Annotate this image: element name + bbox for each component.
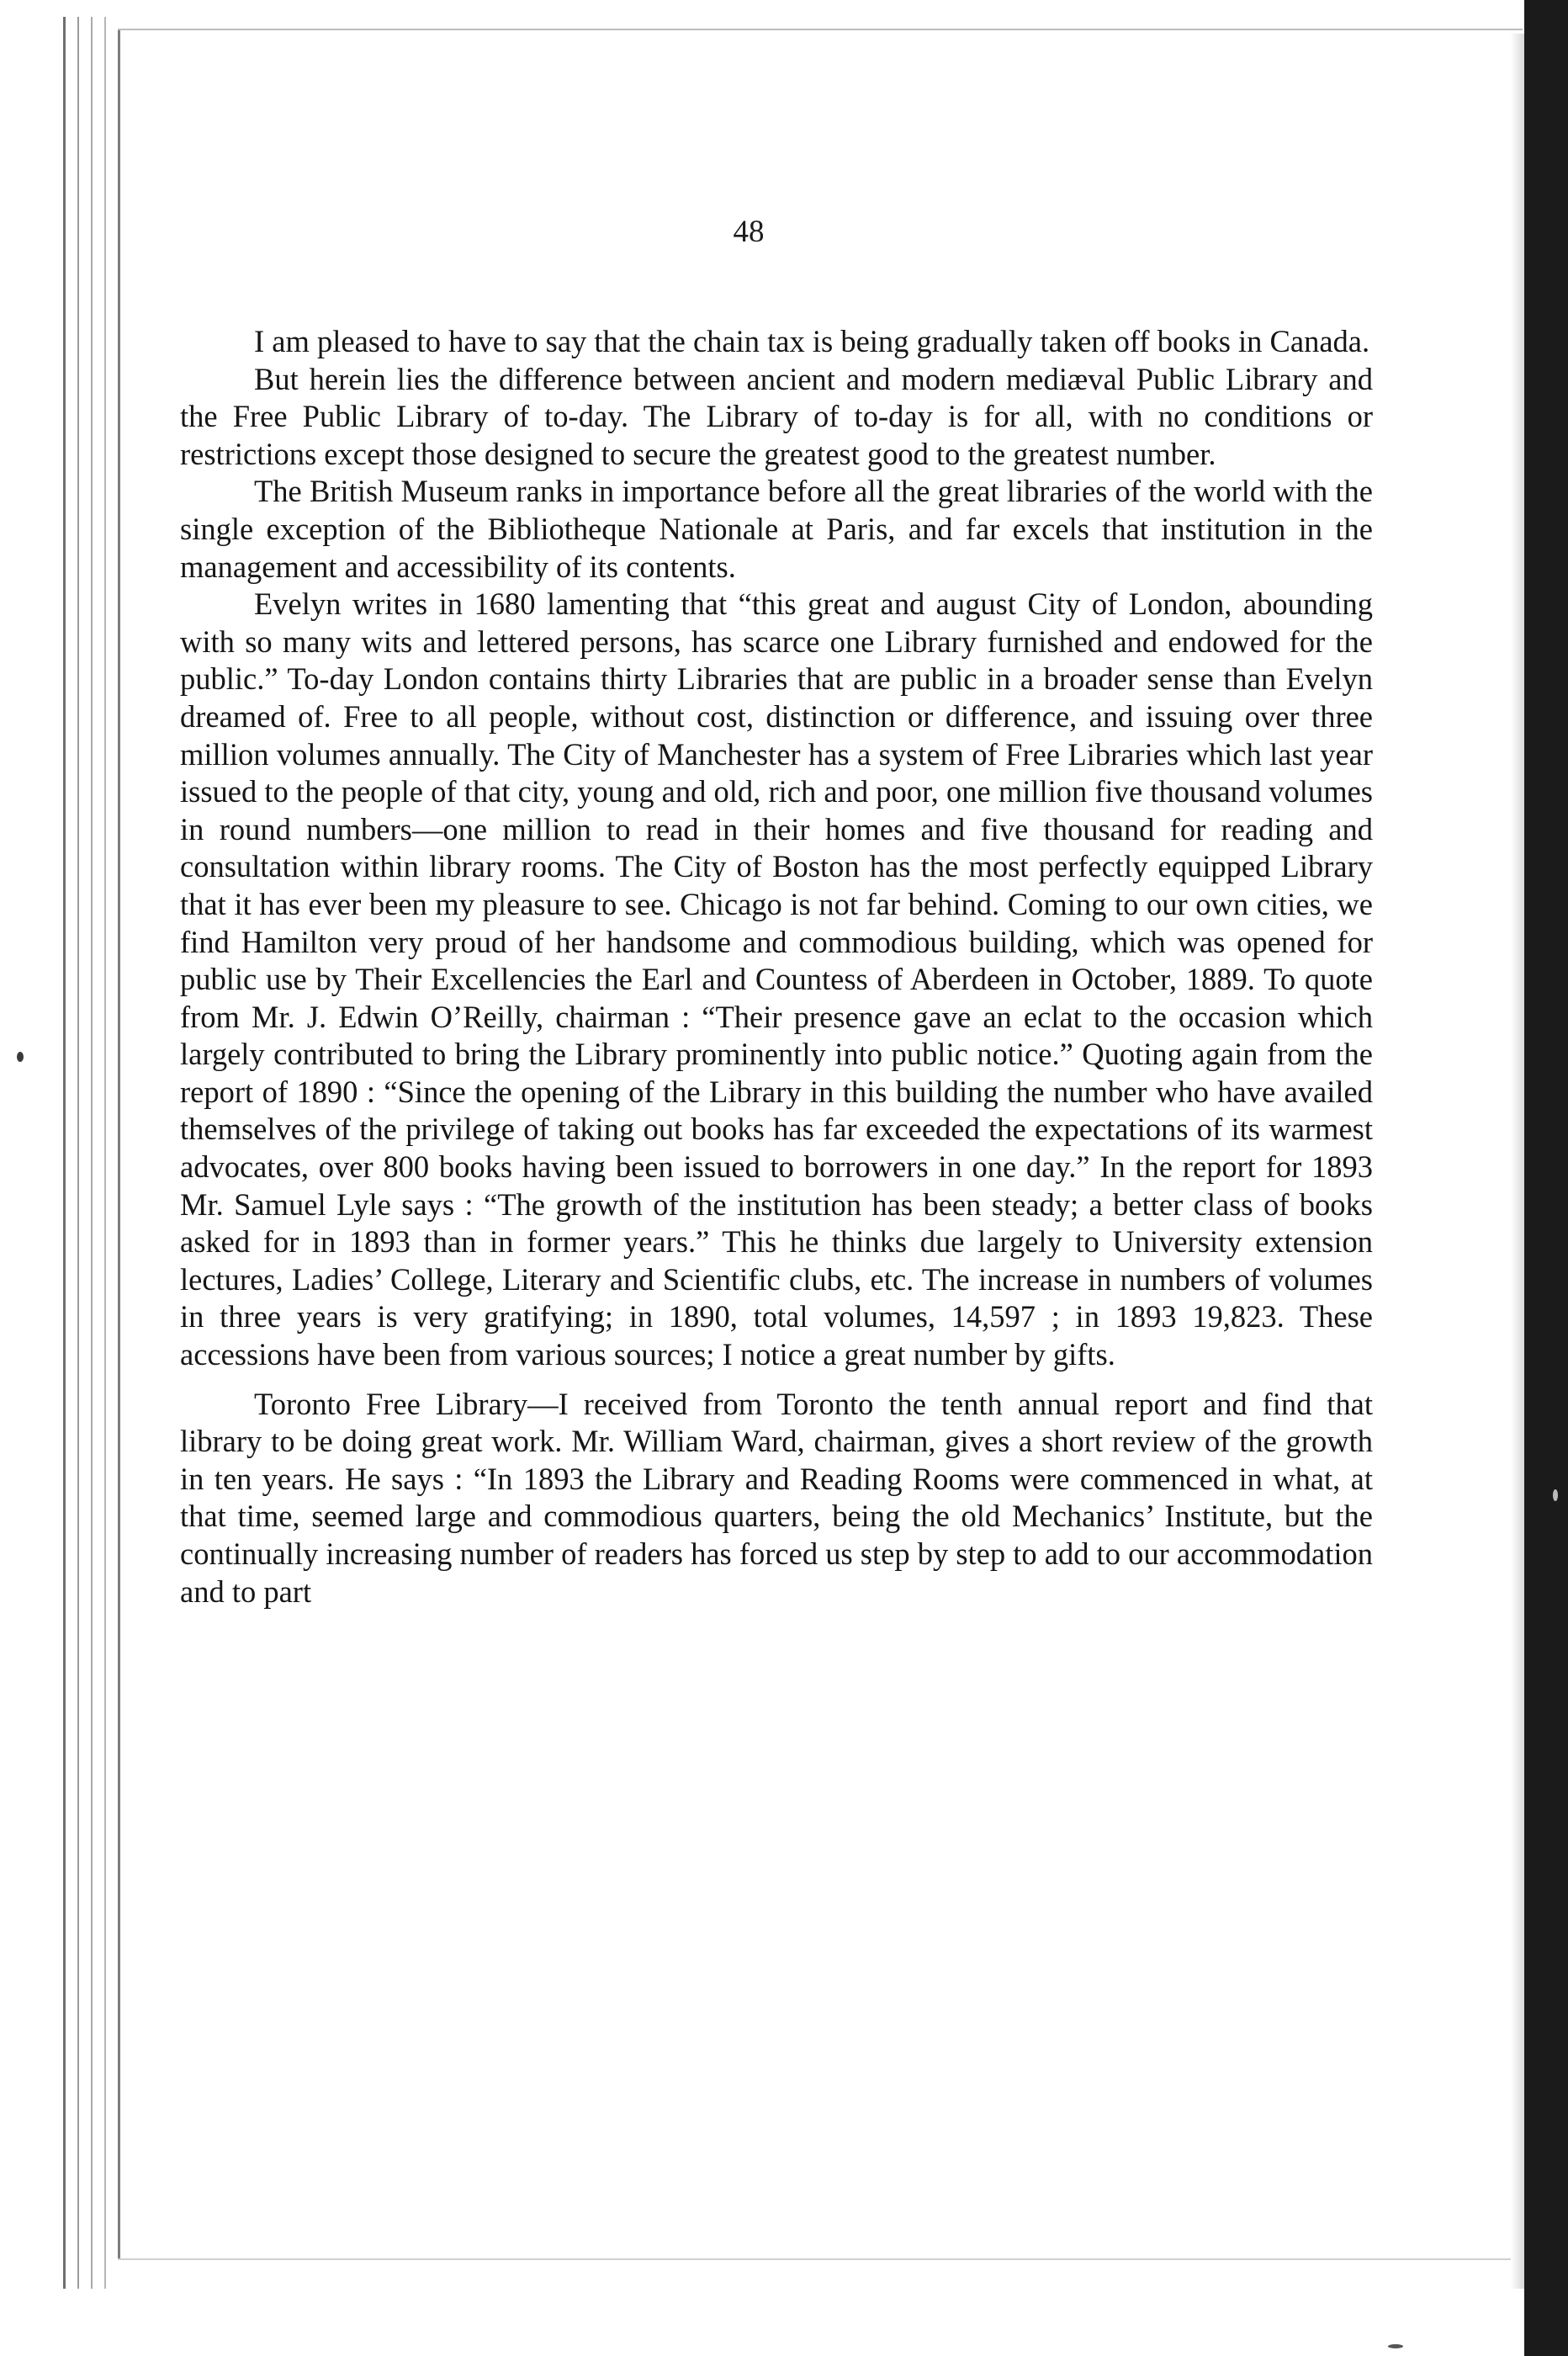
page-edge <box>104 17 106 2289</box>
paragraph: I am pleased to have to say that the chain tax is being gradually taken off books in Canada. <box>254 324 1370 358</box>
page-shadow <box>1511 34 1524 2289</box>
page-edge <box>91 17 93 2289</box>
paragraph: But herein lies the difference between ancient and modern mediæval Public Library and the Free Public Library of to-day. The Library of to-day is for all, with no conditions or restrictions except those designed to secure the greatest good to the greatest number. <box>180 361 1373 471</box>
page-bottom-edge <box>118 2258 1523 2260</box>
scan-speck <box>17 1052 24 1062</box>
scan-speck <box>1553 1489 1558 1501</box>
scan-speck <box>1388 2344 1403 2348</box>
paragraph: The British Museum ranks in importance before all the great libraries of the world with the single exception of the Bibliotheque Nationale at Paris, and far excels that institution in the management and accessibility of its contents. <box>180 474 1373 584</box>
page-edge <box>118 29 120 2258</box>
scan-background <box>1524 0 1568 2356</box>
paragraph: Evelyn writes in 1680 lamenting that “this great and august City of London, abounding with so many wits and lettered persons, has scarce one Library furnished and endowed for the public.” To-day London contains thirty Libraries that are public in a broader sense than Evelyn dreamed of. Free to all people, without cost, distinction or difference, and issuing over three million volumes annually. The City of Manchester has a system of Free Libraries which last year issued to the people of that city, young and old, rich and poor, one million five thousand volumes in round numbers—one million to read in their homes and five thousand for reading and consultation within library rooms. The City of Boston has the most perfectly equipped Library that it has ever been my pleasure to see. Chicago is not far behind. Coming to our own cities, we find Hamilton very proud of her handsome and commodious building, which was opened for public use by Their Excellencies the Earl and Countess of Aberdeen in October, 1889. To quote from Mr. J. Edwin O’Reilly, chairman : “Their presence gave an eclat to the occasion which largely contributed to bring the Library prominently into public notice.” Quoting again from the report of 1890 : “Since the opening of the Library in this building the number who have availed themselves of the privilege of taking out books has far exceeded the expectations of its warmest advocates, over 800 books having been issued to borrowers in one day.” In the report for 1893 Mr. Samuel Lyle says : “The growth of the institution has been steady; a better class of books asked for in 1893 than in former years.” This he thinks due largely to University extension lectures, Ladies’ College, Literary and Scientific clubs, etc. The increase in numbers of volumes in three years is very gratifying; in 1890, total volumes, 14,597 ; in 1893 19,823. These accessions have been from various sources; I notice a great number by gifts. <box>180 586 1373 1372</box>
paragraph: Toronto Free Library—I received from Toronto the tenth annual report and find that library to be doing great work. Mr. William Ward, chairman, gives a short review of the growth in ten years. He says : “In 1893 the Library and Reading Rooms were commenced in what, at that time, seemed large and commodious quarters, being the old Mechanics’ Institute, but the continually increasing number of readers has forced us step by step to add to our accommodation and to part <box>180 1386 1374 1609</box>
page-number: 48 <box>733 215 765 249</box>
page-top-edge <box>118 29 1523 30</box>
body-text <box>180 323 1373 1610</box>
page-edge <box>63 17 66 2289</box>
page-edge <box>77 17 79 2289</box>
